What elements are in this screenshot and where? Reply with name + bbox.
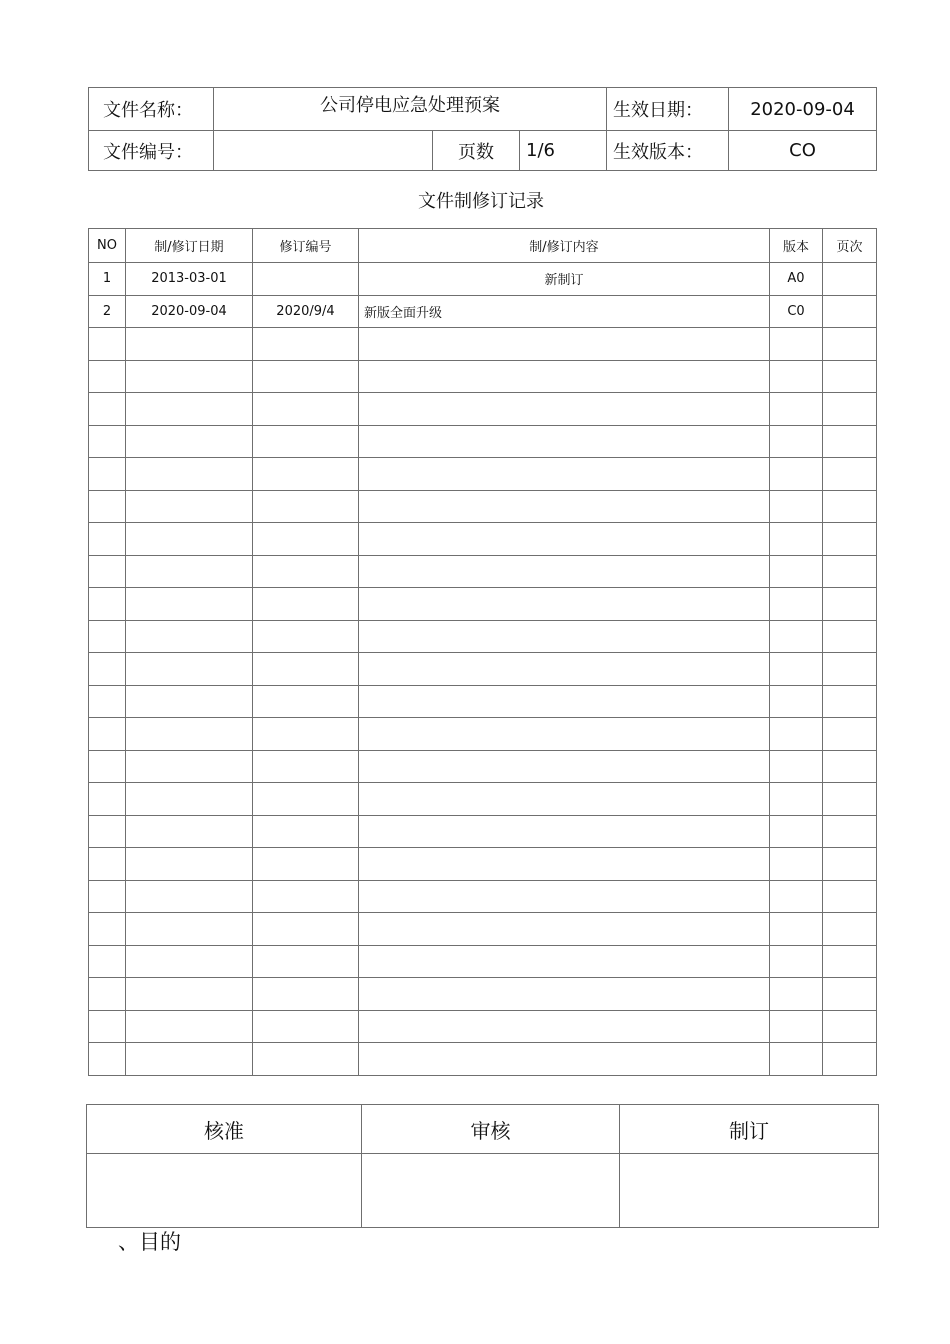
row-revision-number-cell xyxy=(253,978,359,1011)
row-date-cell xyxy=(126,815,253,848)
row-date-cell xyxy=(126,913,253,946)
row-no-cell xyxy=(89,1010,126,1043)
column-header-page: 页次 xyxy=(823,229,877,263)
row-version-cell xyxy=(770,815,823,848)
row-version-cell xyxy=(770,880,823,913)
table-row xyxy=(89,393,877,426)
document-header-table xyxy=(88,87,877,171)
row-version-cell xyxy=(770,425,823,458)
row-version-cell xyxy=(770,328,823,361)
row-page-cell xyxy=(823,718,877,751)
table-row xyxy=(89,1043,877,1076)
row-version-cell xyxy=(770,783,823,816)
row-revision-number-cell xyxy=(253,783,359,816)
row-date-cell xyxy=(126,393,253,426)
row-no-cell xyxy=(89,393,126,426)
row-content-cell xyxy=(359,1010,770,1043)
row-date-cell xyxy=(126,555,253,588)
row-date-cell xyxy=(126,685,253,718)
row-no-cell xyxy=(89,718,126,751)
row-date-cell xyxy=(126,620,253,653)
header-row-name xyxy=(89,88,877,131)
header-row-number xyxy=(89,131,877,171)
row-date-cell: 2020-09-04 xyxy=(126,295,253,328)
table-row xyxy=(89,458,877,491)
row-content-cell xyxy=(359,555,770,588)
row-no-cell xyxy=(89,978,126,1011)
row-revision-number-cell xyxy=(253,328,359,361)
row-version-cell xyxy=(770,588,823,621)
table-row xyxy=(89,913,877,946)
row-content-cell xyxy=(359,393,770,426)
row-version-cell xyxy=(770,1010,823,1043)
row-content-cell xyxy=(359,458,770,491)
row-revision-number-cell xyxy=(253,718,359,751)
row-date-cell: 2013-03-01 xyxy=(126,263,253,296)
row-page-cell xyxy=(823,653,877,686)
row-revision-number-cell xyxy=(253,425,359,458)
row-version-cell xyxy=(770,393,823,426)
table-row xyxy=(89,718,877,751)
column-header-revision-number: 修订编号 xyxy=(253,229,359,263)
approval-header-row xyxy=(87,1105,879,1154)
row-no-cell xyxy=(89,1043,126,1076)
row-version-cell xyxy=(770,620,823,653)
row-revision-number-cell xyxy=(253,458,359,491)
row-no-cell xyxy=(89,555,126,588)
row-revision-number-cell xyxy=(253,815,359,848)
revision-record-title: 文件制修订记录 xyxy=(418,191,544,212)
row-no-cell: 1 xyxy=(89,263,126,296)
row-page-cell xyxy=(823,880,877,913)
column-header-content: 制/修订内容 xyxy=(359,229,770,263)
row-content-cell xyxy=(359,880,770,913)
row-content-cell xyxy=(359,620,770,653)
row-page-cell xyxy=(823,458,877,491)
row-content-cell xyxy=(359,815,770,848)
column-header-no: NO xyxy=(89,229,126,263)
prepare-label: 制订 xyxy=(620,1105,879,1154)
row-date-cell xyxy=(126,945,253,978)
row-page-cell xyxy=(823,490,877,523)
row-no-cell xyxy=(89,425,126,458)
column-header-date: 制/修订日期 xyxy=(126,229,253,263)
file-name-value: 公司停电应急处理预案 xyxy=(214,88,607,131)
effective-date-label: 生效日期： xyxy=(607,88,729,131)
table-row xyxy=(89,880,877,913)
row-date-cell xyxy=(126,425,253,458)
revision-record-body xyxy=(89,263,877,1076)
table-row xyxy=(89,783,877,816)
row-date-cell xyxy=(126,523,253,556)
row-content-cell xyxy=(359,783,770,816)
row-version-cell xyxy=(770,653,823,686)
row-no-cell xyxy=(89,523,126,556)
row-page-cell xyxy=(823,295,877,328)
revision-record-table xyxy=(88,228,877,1076)
row-content-cell xyxy=(359,425,770,458)
effective-date-value: 2020-09-04 xyxy=(729,88,877,131)
row-page-cell xyxy=(823,945,877,978)
row-version-cell: C0 xyxy=(770,295,823,328)
row-no-cell xyxy=(89,685,126,718)
row-content-cell xyxy=(359,653,770,686)
row-content-cell xyxy=(359,523,770,556)
file-number-value xyxy=(214,131,433,171)
row-content-cell: 新版全面升级 xyxy=(359,295,770,328)
row-no-cell: 2 xyxy=(89,295,126,328)
row-revision-number-cell xyxy=(253,685,359,718)
table-row xyxy=(89,328,877,361)
row-no-cell xyxy=(89,783,126,816)
row-date-cell xyxy=(126,978,253,1011)
row-page-cell xyxy=(823,555,877,588)
row-date-cell xyxy=(126,848,253,881)
approve-label: 核准 xyxy=(87,1105,362,1154)
table-row xyxy=(89,295,877,328)
row-version-cell xyxy=(770,490,823,523)
row-page-cell xyxy=(823,425,877,458)
review-label: 审核 xyxy=(362,1105,620,1154)
row-page-cell xyxy=(823,1010,877,1043)
purpose-heading: 、目的 xyxy=(118,1230,181,1254)
row-page-cell xyxy=(823,913,877,946)
table-row xyxy=(89,945,877,978)
page-count-value: 1/6 xyxy=(520,131,607,171)
row-version-cell xyxy=(770,750,823,783)
row-no-cell xyxy=(89,490,126,523)
row-no-cell xyxy=(89,328,126,361)
row-version-cell xyxy=(770,458,823,491)
row-version-cell xyxy=(770,945,823,978)
row-version-cell xyxy=(770,848,823,881)
revision-header-row xyxy=(89,229,877,263)
row-page-cell xyxy=(823,978,877,1011)
row-date-cell xyxy=(126,588,253,621)
row-version-cell xyxy=(770,523,823,556)
row-revision-number-cell xyxy=(253,263,359,296)
prepare-signature-cell[interactable] xyxy=(620,1154,879,1228)
row-revision-number-cell: 2020/9/4 xyxy=(253,295,359,328)
row-content-cell xyxy=(359,685,770,718)
row-revision-number-cell xyxy=(253,555,359,588)
table-row xyxy=(89,653,877,686)
table-row xyxy=(89,750,877,783)
row-page-cell xyxy=(823,588,877,621)
row-revision-number-cell xyxy=(253,848,359,881)
approval-signature-row xyxy=(87,1154,879,1228)
row-no-cell xyxy=(89,620,126,653)
row-date-cell xyxy=(126,718,253,751)
row-date-cell xyxy=(126,490,253,523)
row-date-cell xyxy=(126,360,253,393)
row-content-cell xyxy=(359,750,770,783)
column-header-version: 版本 xyxy=(770,229,823,263)
row-no-cell xyxy=(89,913,126,946)
table-row xyxy=(89,263,877,296)
row-revision-number-cell xyxy=(253,1010,359,1043)
row-content-cell xyxy=(359,718,770,751)
row-content-cell xyxy=(359,913,770,946)
row-content-cell: 新制订 xyxy=(359,263,770,296)
row-date-cell xyxy=(126,1010,253,1043)
row-date-cell xyxy=(126,653,253,686)
row-revision-number-cell xyxy=(253,945,359,978)
table-row xyxy=(89,978,877,1011)
row-content-cell xyxy=(359,978,770,1011)
row-content-cell xyxy=(359,490,770,523)
row-revision-number-cell xyxy=(253,913,359,946)
row-page-cell xyxy=(823,620,877,653)
row-page-cell xyxy=(823,783,877,816)
row-page-cell xyxy=(823,263,877,296)
table-row xyxy=(89,360,877,393)
row-page-cell xyxy=(823,393,877,426)
table-row xyxy=(89,620,877,653)
row-page-cell xyxy=(823,328,877,361)
row-content-cell xyxy=(359,360,770,393)
row-no-cell xyxy=(89,815,126,848)
row-date-cell xyxy=(126,783,253,816)
row-date-cell xyxy=(126,880,253,913)
row-version-cell xyxy=(770,685,823,718)
row-no-cell xyxy=(89,880,126,913)
row-date-cell xyxy=(126,1043,253,1076)
row-version-cell xyxy=(770,1043,823,1076)
effective-version-label: 生效版本： xyxy=(607,131,729,171)
row-revision-number-cell xyxy=(253,523,359,556)
row-content-cell xyxy=(359,945,770,978)
table-row xyxy=(89,848,877,881)
row-page-cell xyxy=(823,750,877,783)
approve-signature-cell[interactable] xyxy=(87,1154,362,1228)
row-no-cell xyxy=(89,848,126,881)
row-page-cell xyxy=(823,523,877,556)
effective-version-value: CO xyxy=(729,131,877,171)
table-row xyxy=(89,1010,877,1043)
row-page-cell xyxy=(823,685,877,718)
row-version-cell xyxy=(770,913,823,946)
row-revision-number-cell xyxy=(253,653,359,686)
row-no-cell xyxy=(89,653,126,686)
row-content-cell xyxy=(359,328,770,361)
row-date-cell xyxy=(126,328,253,361)
row-no-cell xyxy=(89,458,126,491)
table-row xyxy=(89,425,877,458)
table-row xyxy=(89,685,877,718)
review-signature-cell[interactable] xyxy=(362,1154,620,1228)
row-revision-number-cell xyxy=(253,490,359,523)
row-page-cell xyxy=(823,1043,877,1076)
row-revision-number-cell xyxy=(253,360,359,393)
row-date-cell xyxy=(126,750,253,783)
row-revision-number-cell xyxy=(253,880,359,913)
row-revision-number-cell xyxy=(253,1043,359,1076)
table-row xyxy=(89,490,877,523)
row-page-cell xyxy=(823,848,877,881)
row-version-cell: A0 xyxy=(770,263,823,296)
row-no-cell xyxy=(89,945,126,978)
row-date-cell xyxy=(126,458,253,491)
row-content-cell xyxy=(359,588,770,621)
row-no-cell xyxy=(89,588,126,621)
row-revision-number-cell xyxy=(253,588,359,621)
table-row xyxy=(89,523,877,556)
row-version-cell xyxy=(770,555,823,588)
approval-table xyxy=(86,1104,879,1228)
row-content-cell xyxy=(359,848,770,881)
row-content-cell xyxy=(359,1043,770,1076)
row-revision-number-cell xyxy=(253,393,359,426)
row-version-cell xyxy=(770,978,823,1011)
table-row xyxy=(89,588,877,621)
row-page-cell xyxy=(823,815,877,848)
table-row xyxy=(89,815,877,848)
row-no-cell xyxy=(89,750,126,783)
row-page-cell xyxy=(823,360,877,393)
file-name-label: 文件名称： xyxy=(89,88,214,131)
file-number-label: 文件编号： xyxy=(89,131,214,171)
table-row xyxy=(89,555,877,588)
page-count-label: 页数 xyxy=(433,131,520,171)
row-revision-number-cell xyxy=(253,750,359,783)
row-version-cell xyxy=(770,718,823,751)
row-no-cell xyxy=(89,360,126,393)
row-revision-number-cell xyxy=(253,620,359,653)
row-version-cell xyxy=(770,360,823,393)
